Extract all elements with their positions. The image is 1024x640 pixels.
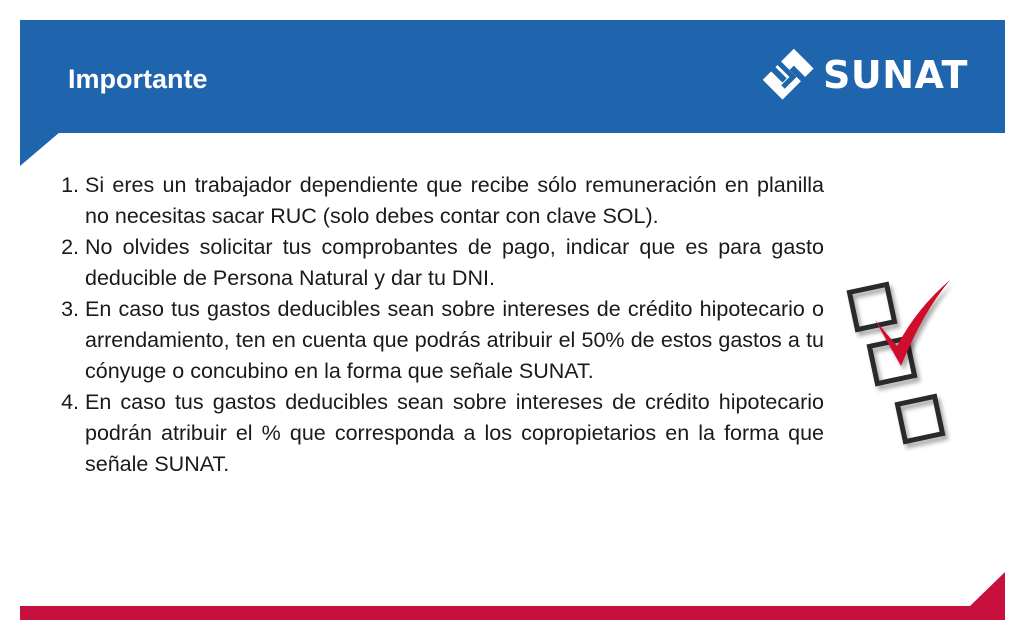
list-item: 1. Si eres un trabajador dependiente que recibe sólo remuneración en planilla no necesitas sacar RUC (solo debes contar con clave SOL).	[85, 170, 824, 232]
footer-bar	[20, 606, 1005, 620]
logo-text: SUNAT	[823, 53, 968, 97]
header-notch	[20, 132, 60, 166]
list-item: 2. No olvides solicitar tus comprobantes de pago, indicar que es para gasto deducible de Persona Natural y dar tu DNI.	[85, 232, 824, 294]
content-list	[42, 170, 824, 480]
list-item: 3. En caso tus gastos deducibles sean sobre intereses de crédito hipotecario o arrendamiento, ten en cuenta que podrás atribuir el 50% de estos gastos a tu cónyuge o concubino en la forma que señale SUNAT.	[85, 294, 824, 387]
sunat-logo	[763, 47, 978, 107]
checklist-icon	[845, 268, 965, 468]
sunat-logo-icon	[763, 47, 819, 107]
page-title: Importante	[68, 64, 208, 94]
footer-notch	[970, 572, 1005, 606]
list-item: 4. En caso tus gastos deducibles sean sobre intereses de crédito hipotecario podrán atribuir el % que corresponda a los copropietarios en la forma que señale SUNAT.	[85, 387, 824, 480]
